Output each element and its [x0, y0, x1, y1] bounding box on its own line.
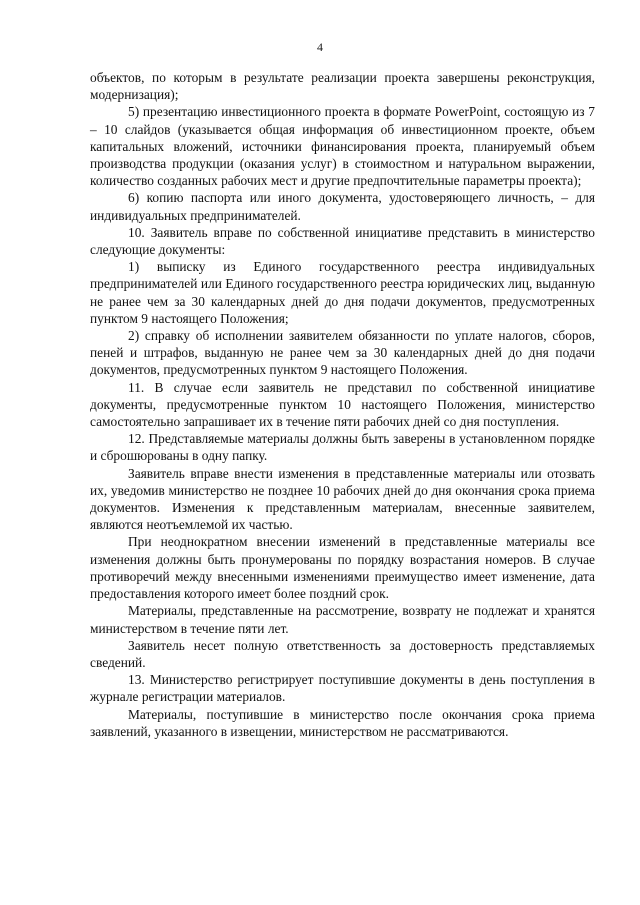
- paragraph-clause-12: 12. Представляемые материалы должны быть заверены в установленном порядке и сброшюрованы в одну папку.: [90, 431, 595, 464]
- paragraph-clause-11: 11. В случае если заявитель не представил по собственной инициативе документы, предусмотренные пунктом 10 настоящего Положения, министерство самостоятельно запрашивает их в течение пяти рабочих дней со дня поступления.: [90, 379, 595, 430]
- paragraph-changes: Заявитель вправе внести изменения в представленные материалы или отозвать их, уведомив министерство не позднее 10 рабочих дней до дня окончания срока приема документов. Изменения к представленным материалам, внесенные заявителем, являются неотъемлемой их частью.: [90, 465, 595, 533]
- paragraph-item-5-presentation: 5) презентацию инвестиционного проекта в формате PowerPoint, состоящую из 7 – 10 слайдов (указывается общая информация об инвестиционном проекте, объем капитальных вложений, источники финансирования проекта, планируемый объем производства продукции (оказания услуг) в стоимостном и натуральном выражении, количество созданных рабочих мест и другие предпочтительные параметры проекта);: [90, 104, 595, 189]
- paragraph-item-1-registry-extract: 1) выписку из Единого государственного реестра индивидуальных предпринимателей или Единого государственного реестра юридических лиц, выданную не ранее чем за 30 календарных дней до дня подачи документов, предусмотренных пунктом 9 настоящего Положения;: [90, 259, 595, 326]
- paragraph-clause-13: 13. Министерство регистрирует поступившие документы в день поступления в журнале регистрации материалов.: [90, 672, 595, 705]
- paragraph-clause-10: 10. Заявитель вправе по собственной инициативе представить в министерство следующие документы:: [90, 224, 595, 258]
- page-number: 4: [317, 40, 323, 54]
- paragraph-storage: Материалы, представленные на рассмотрение, возврату не подлежат и хранятся министерством в течение пяти лет.: [90, 603, 595, 636]
- document-body: [90, 69, 595, 740]
- paragraph-item-2-tax-certificate: 2) справку об исполнении заявителем обязанности по уплате налогов, сборов, пеней и штрафов, выданную не ранее чем за 30 календарных дней до дня подачи документов, предусмотренных пунктом 9 настоящего Положения.: [90, 328, 595, 378]
- paragraph-item-6-passport: 6) копию паспорта или иного документа, удостоверяющего личность, – для индивидуальных предпринимателей.: [90, 190, 595, 223]
- paragraph-numbering: При неоднократном внесении изменений в представленные материалы все изменения должны быть пронумерованы по порядку возрастания номеров. В случае противоречий между внесенными изменениями преимущество имеет изменение, дата предоставления которого имеет более поздний срок.: [90, 534, 595, 602]
- paragraph-responsibility: Заявитель несет полную ответственность за достоверность представляемых сведений.: [90, 637, 595, 670]
- paragraph-continuation: объектов, по которым в результате реализации проекта завершены реконструкция, модернизация);: [90, 70, 595, 103]
- paragraph-late-materials: Материалы, поступившие в министерство после окончания срока приема заявлений, указанного в извещении, министерством не рассматриваются.: [90, 706, 595, 739]
